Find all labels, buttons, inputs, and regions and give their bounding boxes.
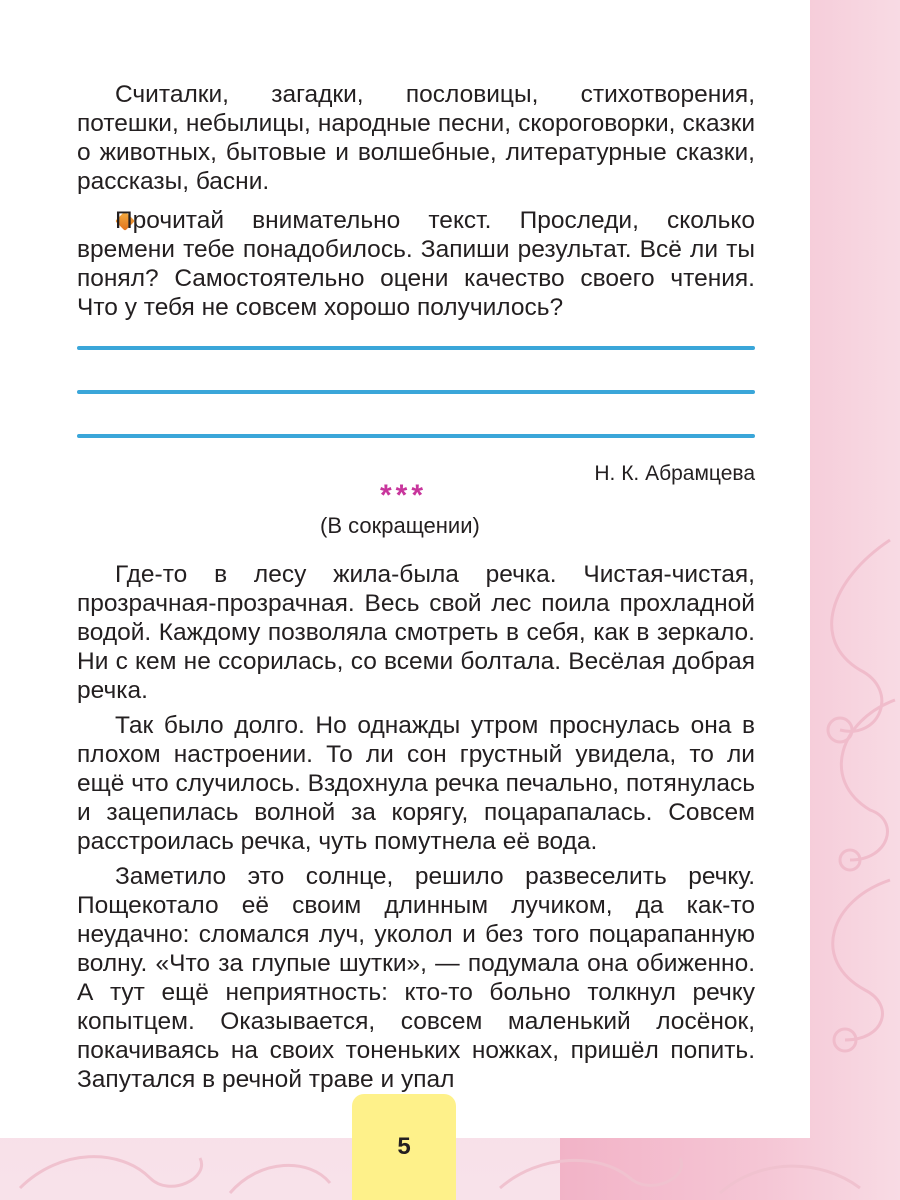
task-paragraph: Прочитай внимательно текст. Проследи, сколько времени тебе понадобилось. Запиши результат. Всё ли ты понял? Самостоятельно оцени качество своего чтения. Что у тебя не совсем хорошо получилось? [77,207,755,321]
author-name: Н. К. Абрамцева [594,462,755,485]
page-number: 5 [352,1094,456,1200]
answer-line-2[interactable] [77,390,755,394]
abridged-note: (В сокращении) [320,513,480,538]
genres-paragraph: Считалки, загадки, пословицы, стихотворения, потешки, небылицы, народные песни, скороговорки, сказки о животных, бытовые и волшебные, литературные сказки, рассказы, басни. [77,81,755,195]
answer-line-3[interactable] [77,434,755,438]
story-paragraph-1: Где-то в лесу жила-была речка. Чистая-чистая, прозрачная-прозрачная. Весь свой лес поила прохладной водой. Каждому позволяла смотреть в себя, как в зеркало. Ни с кем не ссорилась, со всеми болтала. Весёлая добрая речка. [77,561,755,704]
story-paragraph-3: Заметило это солнце, решило развеселить речку. Пощекотало её своим длинным лучиком, да как-то неудачно: сломался луч, уколол и без того поцарапанную волну. «Что за глупые шутки», — подумала она обиженно. А тут ещё неприятность: кто-то больно толкнул речку копытцем. Оказывается, совсем маленький лосёнок, покачиваясь на своих тоненьких ножках, пришёл попить. Запутался в речной траве и упал [77,863,755,1093]
answer-line-1[interactable] [77,346,755,350]
story-paragraph-2: Так было долго. Но однажды утром проснулась она в плохом настроении. То ли сон грустный увидела, то ли ещё что случилось. Вздохнула речка печально, потянулась и зацепилась волной за корягу, поцарапалась. Совсем расстроилась речка, чуть помутнела её вода. [77,712,755,855]
asterism: *** [380,479,428,512]
